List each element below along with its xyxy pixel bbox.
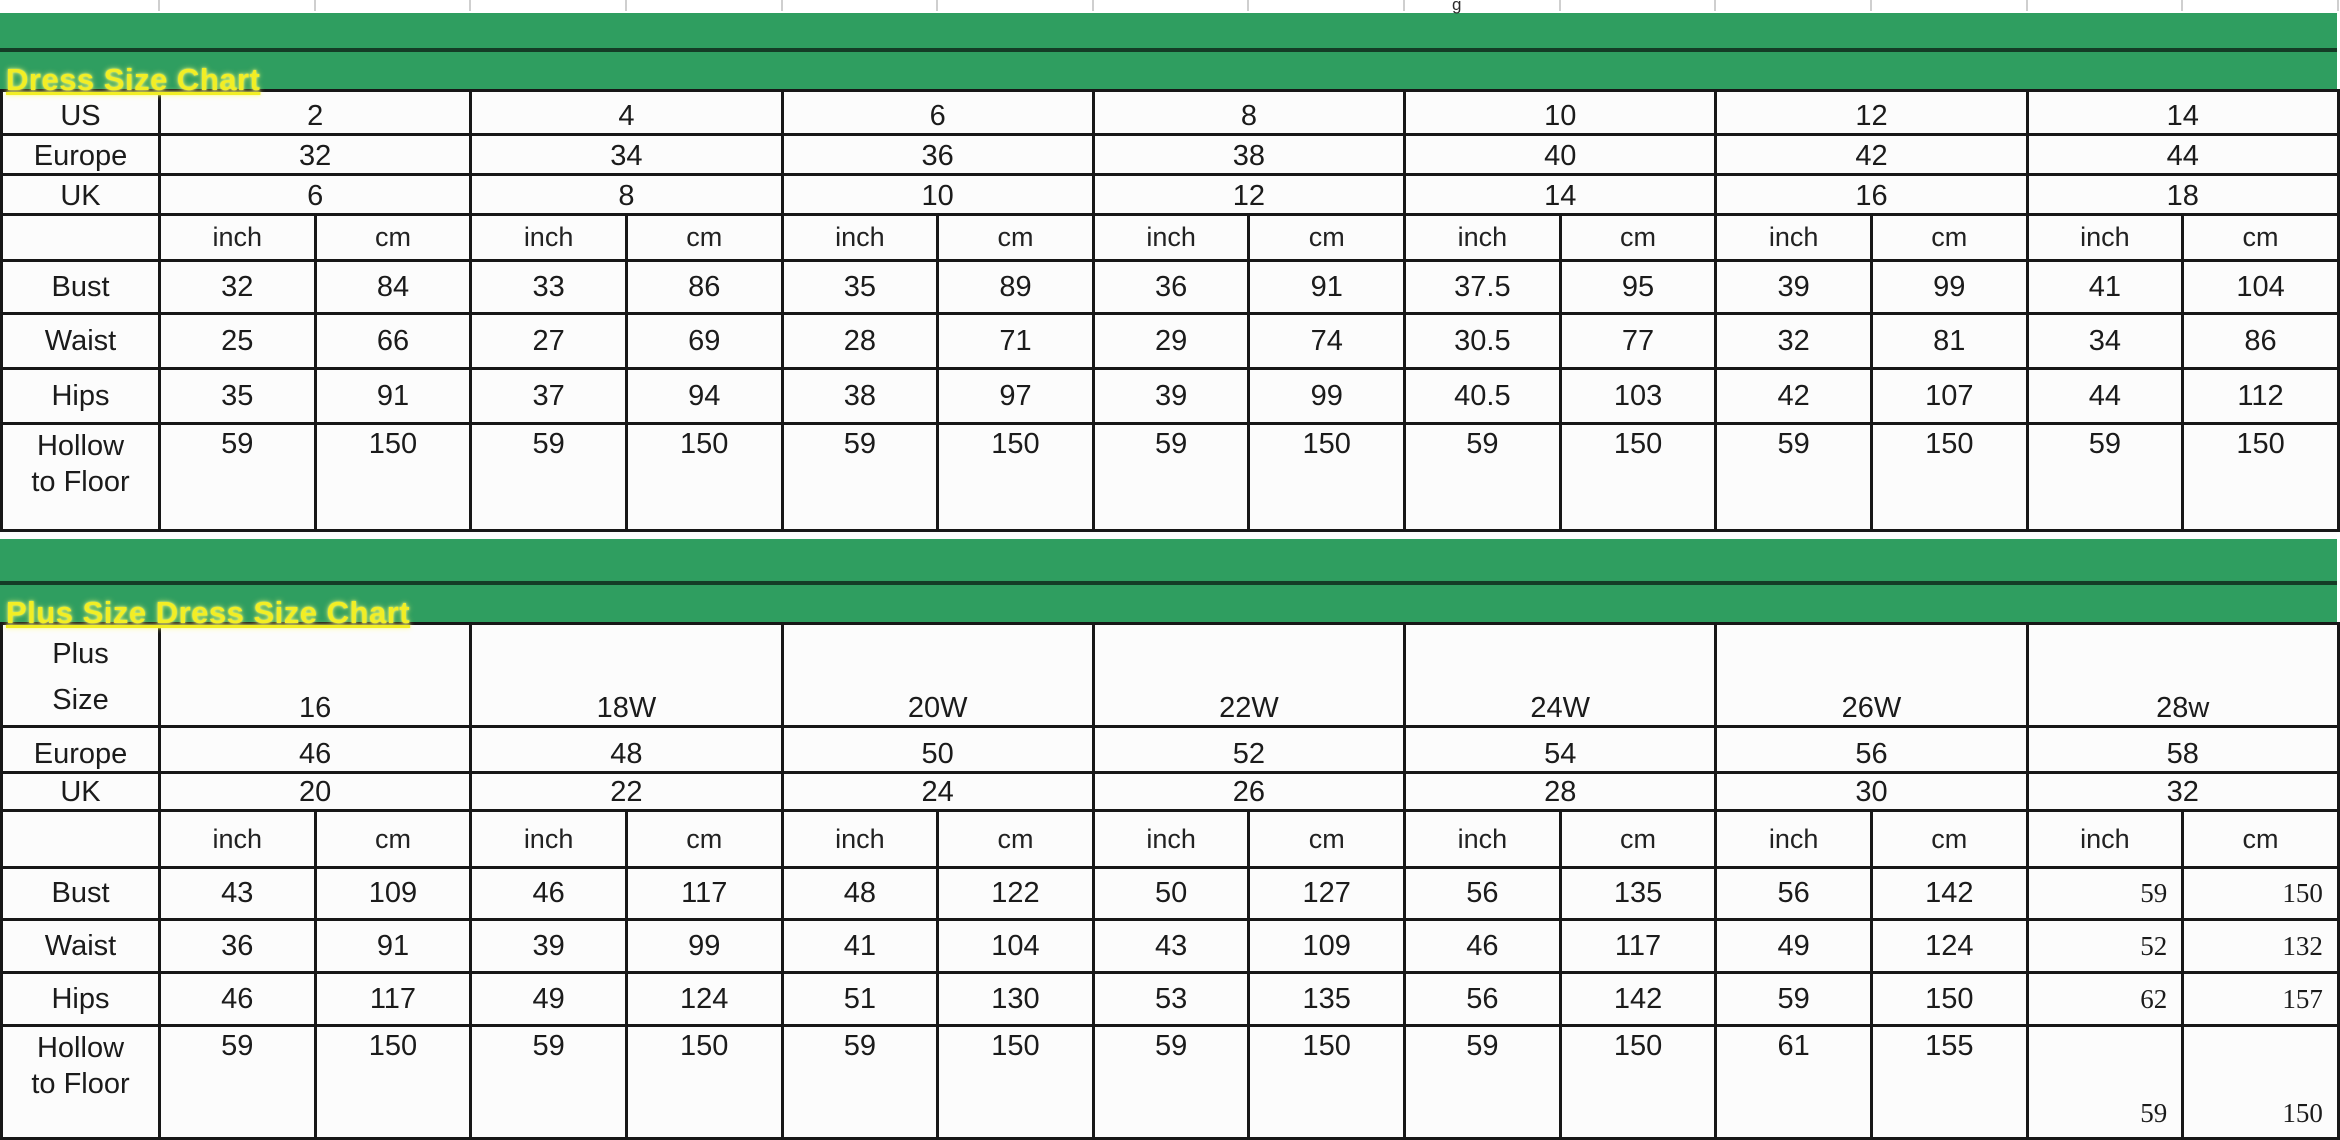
unit-cell: inch [1716, 215, 1872, 261]
measure-value-cell: 59 [1716, 424, 1872, 531]
row-label-line: Plus [52, 638, 109, 670]
measure-value-cell: 59 [1405, 1026, 1561, 1139]
unit-cell: inch [782, 215, 938, 261]
size-value-cell: 44 [2027, 135, 2338, 175]
unit-header-row [2, 811, 2339, 868]
row-label-line: to Floor [31, 1068, 130, 1100]
measure-value-cell: 44 [2027, 369, 2183, 424]
size-value-cell: 18W [471, 624, 782, 727]
measure-value-cell: 81 [1871, 314, 2027, 369]
size-value-cell: 54 [1405, 727, 1716, 773]
measure-value-cell: 135 [1249, 973, 1405, 1026]
plus-size-chart-table [0, 622, 2340, 1140]
grid-tick [1870, 0, 1872, 11]
measure-value-cell: 59 [160, 424, 316, 531]
size-value-cell: 6 [782, 91, 1093, 135]
row-label: US [2, 91, 160, 135]
size-value-cell: 10 [1405, 91, 1716, 135]
row-label: UK [2, 175, 160, 215]
unit-cell: cm [1249, 811, 1405, 868]
grid-tick [1092, 0, 1094, 11]
measure-value-cell: 37 [471, 369, 627, 424]
size-value-cell: 40 [1405, 135, 1716, 175]
unit-cell: cm [938, 215, 1094, 261]
measure-value-cell: 117 [626, 868, 782, 920]
measure-value-cell: 35 [160, 369, 316, 424]
size-value-cell: 38 [1093, 135, 1404, 175]
measure-value-cell: 86 [626, 261, 782, 314]
chart2-title-band [0, 585, 2337, 630]
size-value-cell: 24W [1405, 624, 1716, 727]
measure-value-cell: 29 [1093, 314, 1249, 369]
measure-value-cell: 49 [471, 973, 627, 1026]
green-band-top [0, 13, 2337, 48]
measure-value-cell: 150 [1249, 424, 1405, 531]
measure-value-cell: 46 [160, 973, 316, 1026]
measure-value-cell: 50 [1093, 868, 1249, 920]
size-value-cell: 32 [160, 135, 471, 175]
measure-value-cell: 32 [160, 261, 316, 314]
row-label [2, 424, 160, 531]
row-label-empty [2, 811, 160, 868]
unit-cell: cm [2183, 811, 2339, 868]
size-system-row [2, 624, 2339, 727]
size-value-cell: 52 [1093, 727, 1404, 773]
measure-value-cell: 97 [938, 369, 1094, 424]
measure-value-cell: 150 [1871, 973, 2027, 1026]
measure-value-cell: 59 [1093, 424, 1249, 531]
size-system-row [2, 175, 2339, 215]
measure-value-cell: 69 [626, 314, 782, 369]
unit-cell: cm [315, 215, 471, 261]
size-system-row [2, 91, 2339, 135]
unit-header-row [2, 215, 2339, 261]
row-label: Europe [2, 727, 160, 773]
unit-cell: inch [1405, 811, 1561, 868]
unit-cell: inch [471, 215, 627, 261]
row-label: Bust [2, 261, 160, 314]
measure-value-cell: 150 [2183, 1026, 2339, 1139]
measure-value-cell: 86 [2183, 314, 2339, 369]
clipped-text-fragment: g [1452, 0, 1462, 14]
unit-cell: cm [626, 215, 782, 261]
measure-value-cell: 99 [1249, 369, 1405, 424]
measure-value-cell: 39 [1093, 369, 1249, 424]
measure-value-cell: 48 [782, 868, 938, 920]
size-value-cell: 4 [471, 91, 782, 135]
measure-value-cell: 56 [1405, 973, 1561, 1026]
measure-value-cell: 49 [1716, 920, 1872, 973]
measure-value-cell: 35 [782, 261, 938, 314]
row-label-line: to Floor [31, 466, 130, 498]
unit-cell: inch [1093, 811, 1249, 868]
unit-cell: inch [2027, 811, 2183, 868]
dress-size-chart-table [0, 89, 2340, 532]
size-value-cell: 14 [1405, 175, 1716, 215]
unit-cell: inch [471, 811, 627, 868]
measure-value-cell: 77 [1560, 314, 1716, 369]
measure-value-cell: 150 [626, 424, 782, 531]
measure-value-cell: 99 [1871, 261, 2027, 314]
measure-value-cell: 127 [1249, 868, 1405, 920]
grid-tick [314, 0, 316, 11]
row-label-line: Hollow [36, 430, 125, 462]
unit-cell: cm [1871, 811, 2027, 868]
measurement-row [2, 261, 2339, 314]
row-label-empty [2, 215, 160, 261]
measure-value-cell: 30.5 [1405, 314, 1561, 369]
measure-value-cell: 59 [2027, 1026, 2183, 1139]
size-value-cell: 26 [1093, 773, 1404, 811]
measure-value-cell: 103 [1560, 369, 1716, 424]
measurement-row [2, 920, 2339, 973]
measurement-row [2, 314, 2339, 369]
measure-value-cell: 150 [938, 424, 1094, 531]
size-value-cell: 56 [1716, 727, 2027, 773]
measure-value-cell: 150 [315, 424, 471, 531]
measure-value-cell: 36 [160, 920, 316, 973]
size-value-cell: 22 [471, 773, 782, 811]
measure-value-cell: 150 [1871, 424, 2027, 531]
unit-cell: inch [782, 811, 938, 868]
measure-value-cell: 91 [315, 920, 471, 973]
unit-cell: cm [1560, 215, 1716, 261]
size-system-row [2, 773, 2339, 811]
size-value-cell: 26W [1716, 624, 2027, 727]
measure-value-cell: 130 [938, 973, 1094, 1026]
measure-value-cell: 39 [1716, 261, 1872, 314]
measure-value-cell: 66 [315, 314, 471, 369]
unit-cell: inch [160, 215, 316, 261]
measure-value-cell: 91 [1249, 261, 1405, 314]
table-gap [0, 532, 2337, 539]
size-system-row [2, 135, 2339, 175]
size-value-cell: 2 [160, 91, 471, 135]
measure-value-cell: 59 [1405, 424, 1561, 531]
measure-value-cell: 59 [782, 424, 938, 531]
grid-tick [781, 0, 783, 11]
measure-value-cell: 142 [1871, 868, 2027, 920]
size-value-cell: 24 [782, 773, 1093, 811]
measure-value-cell: 33 [471, 261, 627, 314]
measure-value-cell: 34 [2027, 314, 2183, 369]
size-value-cell: 20 [160, 773, 471, 811]
measure-value-cell: 43 [160, 868, 316, 920]
row-label: Bust [2, 868, 160, 920]
measure-value-cell: 104 [2183, 261, 2339, 314]
size-value-cell: 14 [2027, 91, 2338, 135]
measure-value-cell: 112 [2183, 369, 2339, 424]
measure-value-cell: 41 [782, 920, 938, 973]
measure-value-cell: 59 [160, 1026, 316, 1139]
grid-tick [936, 0, 938, 11]
size-value-cell: 10 [782, 175, 1093, 215]
measure-value-cell: 59 [1716, 973, 1872, 1026]
measure-value-cell: 135 [1560, 868, 1716, 920]
unit-cell: inch [1093, 215, 1249, 261]
measure-value-cell: 91 [315, 369, 471, 424]
measurement-row [2, 973, 2339, 1026]
size-value-cell: 16 [1716, 175, 2027, 215]
measure-value-cell: 27 [471, 314, 627, 369]
unit-cell: cm [1871, 215, 2027, 261]
measure-value-cell: 53 [1093, 973, 1249, 1026]
grid-tick [469, 0, 471, 11]
unit-cell: cm [2183, 215, 2339, 261]
grid-tick [1714, 0, 1716, 11]
size-value-cell: 12 [1093, 175, 1404, 215]
measure-value-cell: 61 [1716, 1026, 1872, 1139]
row-label-line: Size [52, 684, 109, 716]
row-label [2, 1026, 160, 1139]
measure-value-cell: 150 [938, 1026, 1094, 1139]
measure-value-cell: 150 [315, 1026, 471, 1139]
grid-tick [2337, 0, 2339, 11]
measure-value-cell: 99 [626, 920, 782, 973]
size-value-cell: 58 [2027, 727, 2338, 773]
measure-value-cell: 95 [1560, 261, 1716, 314]
measure-value-cell: 32 [1716, 314, 1872, 369]
measure-value-cell: 56 [1405, 868, 1561, 920]
measure-value-cell: 150 [1560, 424, 1716, 531]
measure-value-cell: 107 [1871, 369, 2027, 424]
measure-value-cell: 94 [626, 369, 782, 424]
grid-tick [1403, 0, 1405, 11]
measure-value-cell: 51 [782, 973, 938, 1026]
row-label: Europe [2, 135, 160, 175]
measure-value-cell: 150 [2183, 424, 2339, 531]
grid-tick [625, 0, 627, 11]
size-value-cell: 12 [1716, 91, 2027, 135]
unit-cell: cm [1249, 215, 1405, 261]
size-value-cell: 36 [782, 135, 1093, 175]
grid-tick [1247, 0, 1249, 11]
measure-value-cell: 109 [1249, 920, 1405, 973]
measure-value-cell: 117 [1560, 920, 1716, 973]
measure-value-cell: 150 [1249, 1026, 1405, 1139]
size-value-cell: 42 [1716, 135, 2027, 175]
measure-value-cell: 117 [315, 973, 471, 1026]
size-value-cell: 18 [2027, 175, 2338, 215]
measure-value-cell: 59 [471, 424, 627, 531]
size-system-row [2, 727, 2339, 773]
measure-value-cell: 41 [2027, 261, 2183, 314]
measure-value-cell: 39 [471, 920, 627, 973]
measure-value-cell: 40.5 [1405, 369, 1561, 424]
size-value-cell: 8 [471, 175, 782, 215]
unit-cell: cm [938, 811, 1094, 868]
measure-value-cell: 56 [1716, 868, 1872, 920]
measure-value-cell: 142 [1560, 973, 1716, 1026]
unit-cell: inch [1405, 215, 1561, 261]
measurement-row [2, 424, 2339, 531]
measure-value-cell: 150 [2183, 868, 2339, 920]
chart2-title: Plus Size Dress Size Chart [6, 595, 411, 630]
grid-tick [2181, 0, 2183, 11]
measure-value-cell: 59 [782, 1026, 938, 1139]
measure-value-cell: 59 [2027, 868, 2183, 920]
measure-value-cell: 89 [938, 261, 1094, 314]
measure-value-cell: 124 [626, 973, 782, 1026]
size-value-cell: 20W [782, 624, 1093, 727]
row-label-line: Hollow [36, 1032, 125, 1064]
measure-value-cell: 25 [160, 314, 316, 369]
measure-value-cell: 28 [782, 314, 938, 369]
green-band-middle [0, 539, 2337, 581]
measure-value-cell: 150 [1560, 1026, 1716, 1139]
size-value-cell: 32 [2027, 773, 2338, 811]
grid-tick [2026, 0, 2028, 11]
size-value-cell: 22W [1093, 624, 1404, 727]
row-label: Waist [2, 314, 160, 369]
chart1-title: Dress Size Chart [6, 62, 261, 97]
unit-cell: cm [315, 811, 471, 868]
size-value-cell: 50 [782, 727, 1093, 773]
row-label: Waist [2, 920, 160, 973]
measure-value-cell: 109 [315, 868, 471, 920]
measure-value-cell: 155 [1871, 1026, 2027, 1139]
size-value-cell: 30 [1716, 773, 2027, 811]
size-value-cell: 6 [160, 175, 471, 215]
grid-tick [158, 0, 160, 11]
size-value-cell: 34 [471, 135, 782, 175]
measure-value-cell: 74 [1249, 314, 1405, 369]
unit-cell: cm [626, 811, 782, 868]
size-value-cell: 28 [1405, 773, 1716, 811]
measure-value-cell: 42 [1716, 369, 1872, 424]
measure-value-cell: 59 [1093, 1026, 1249, 1139]
measure-value-cell: 38 [782, 369, 938, 424]
grid-tick [1559, 0, 1561, 11]
measure-value-cell: 150 [626, 1026, 782, 1139]
measure-value-cell: 84 [315, 261, 471, 314]
size-value-cell: 16 [160, 624, 471, 727]
unit-cell: inch [2027, 215, 2183, 261]
unit-cell: inch [1716, 811, 1872, 868]
row-label: Hips [2, 369, 160, 424]
measure-value-cell: 122 [938, 868, 1094, 920]
chart1-title-band [0, 52, 2337, 97]
measure-value-cell: 104 [938, 920, 1094, 973]
measure-value-cell: 59 [471, 1026, 627, 1139]
measure-value-cell: 36 [1093, 261, 1249, 314]
row-label: UK [2, 773, 160, 811]
measure-value-cell: 71 [938, 314, 1094, 369]
measure-value-cell: 62 [2027, 973, 2183, 1026]
measurement-row [2, 868, 2339, 920]
measure-value-cell: 52 [2027, 920, 2183, 973]
size-value-cell: 8 [1093, 91, 1404, 135]
measure-value-cell: 46 [471, 868, 627, 920]
measurement-row [2, 1026, 2339, 1139]
size-value-cell: 46 [160, 727, 471, 773]
measure-value-cell: 59 [2027, 424, 2183, 531]
size-value-cell: 28w [2027, 624, 2338, 727]
unit-cell: cm [1560, 811, 1716, 868]
size-value-cell: 48 [471, 727, 782, 773]
measure-value-cell: 43 [1093, 920, 1249, 973]
unit-cell: inch [160, 811, 316, 868]
measurement-row [2, 369, 2339, 424]
clipped-row-strip [0, 0, 2337, 13]
measure-value-cell: 132 [2183, 920, 2339, 973]
measure-value-cell: 124 [1871, 920, 2027, 973]
measure-value-cell: 46 [1405, 920, 1561, 973]
measure-value-cell: 157 [2183, 973, 2339, 1026]
row-label: Hips [2, 973, 160, 1026]
row-label [2, 624, 160, 727]
measure-value-cell: 37.5 [1405, 261, 1561, 314]
